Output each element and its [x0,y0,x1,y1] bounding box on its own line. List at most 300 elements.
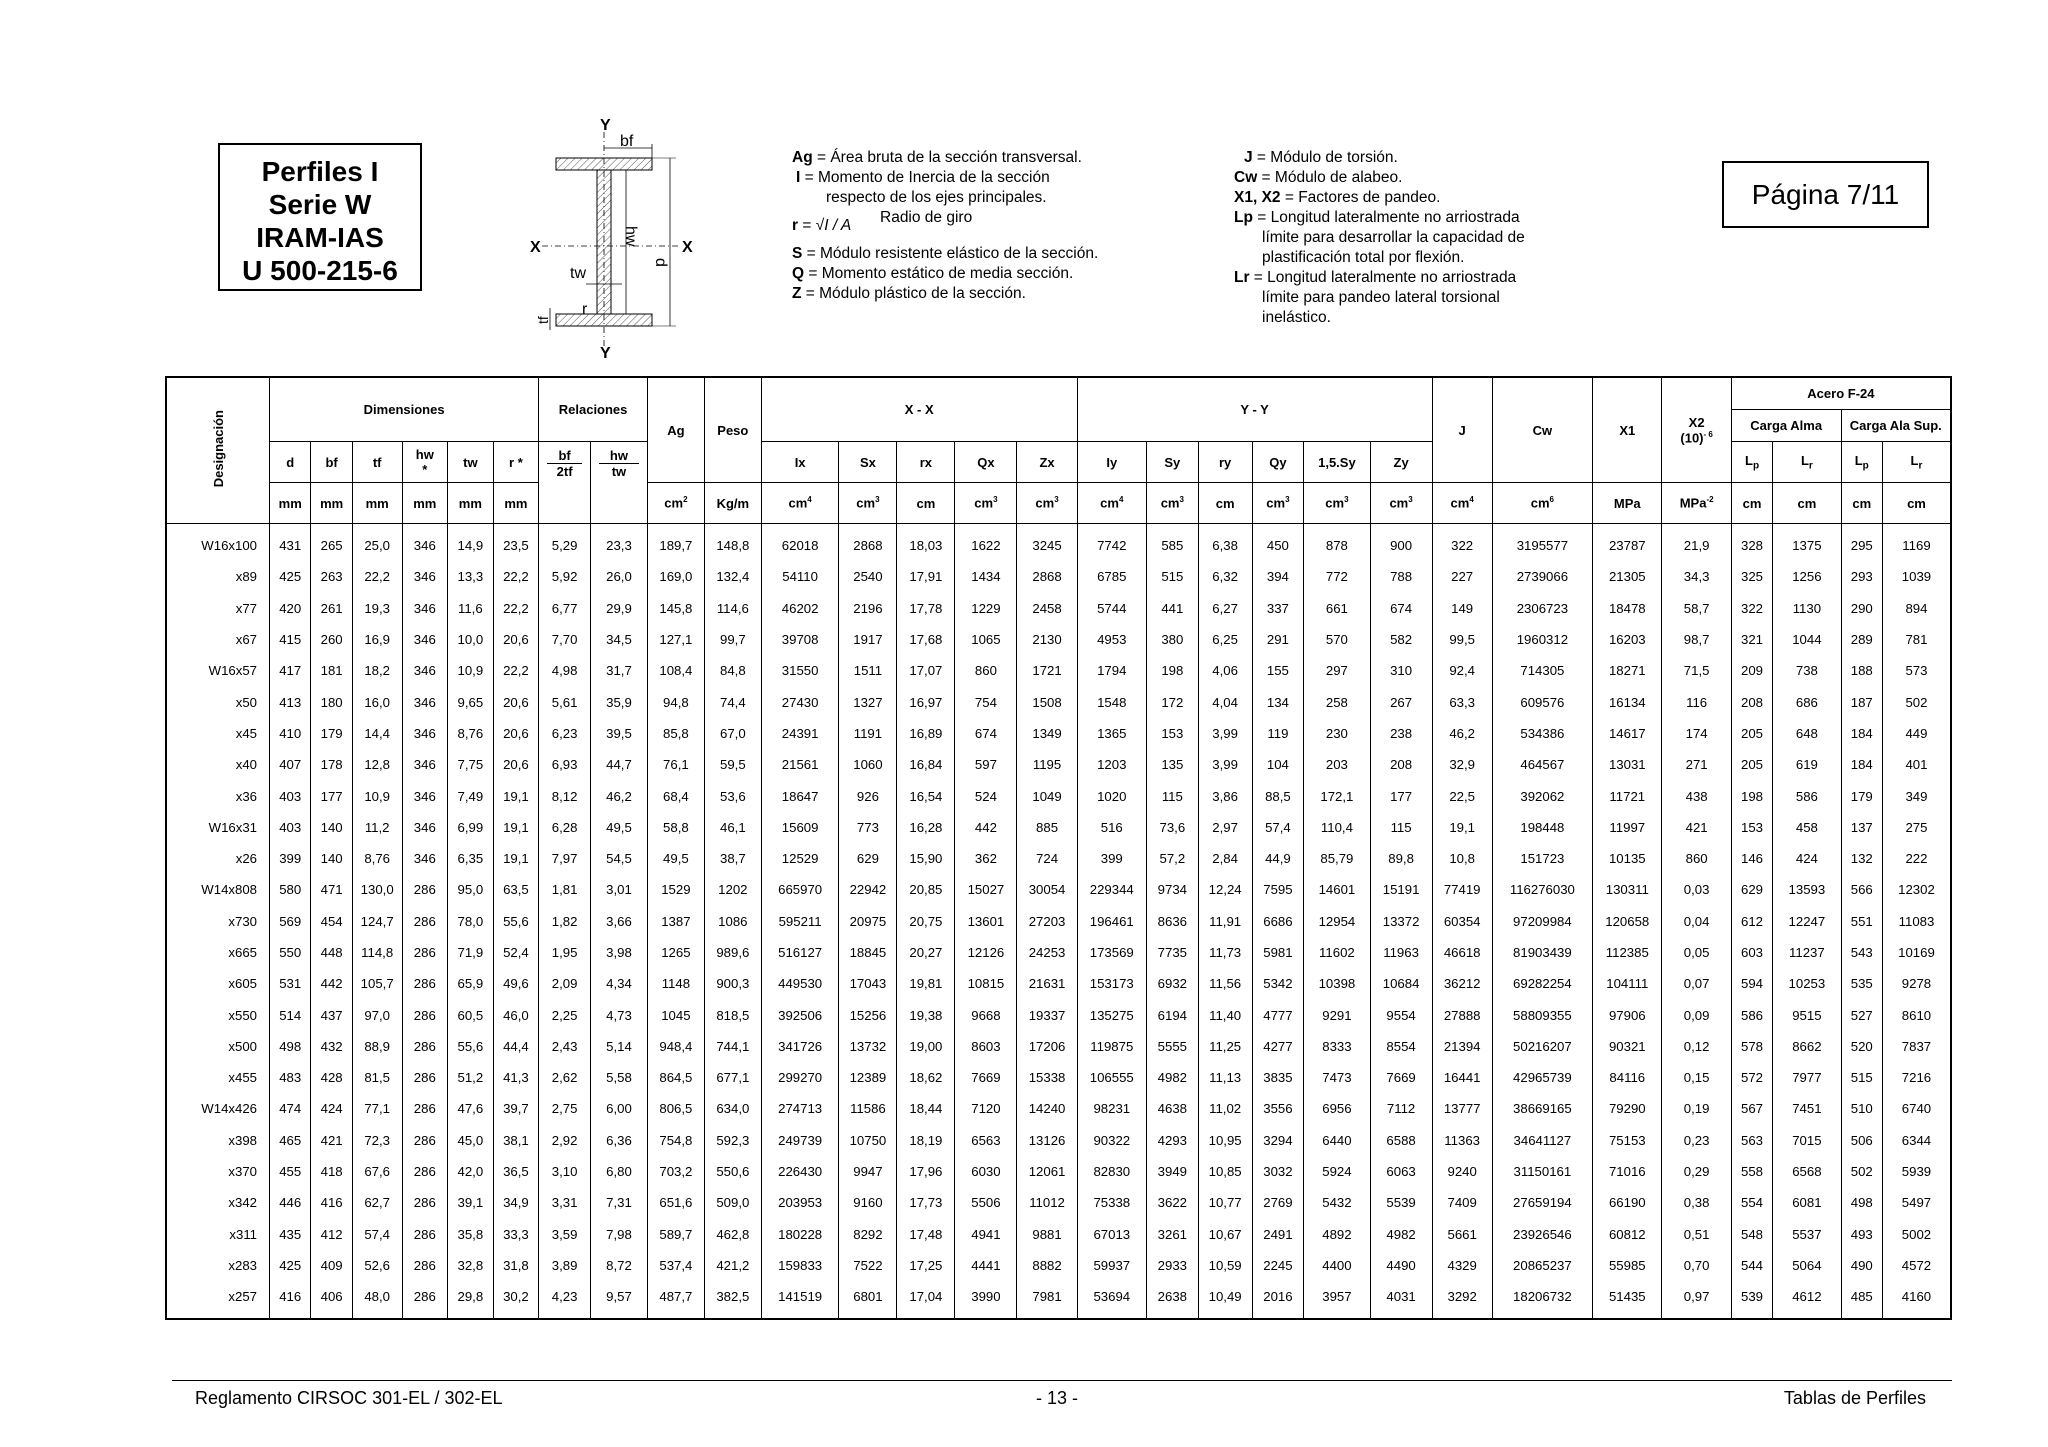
table-cell: 2306723 [1492,593,1592,624]
legend-key: Ag [792,149,813,166]
table-cell: 9668 [955,999,1017,1030]
table-cell: 17043 [839,968,897,999]
table-cell: 146 [1731,843,1772,874]
table-cell: 159833 [761,1250,839,1281]
table-cell: 2,97 [1198,812,1252,843]
table-cell: 76,1 [647,749,704,780]
unit: $cm^4$ [1432,483,1492,524]
table-cell: 18,44 [897,1093,955,1124]
table-cell: 5432 [1304,1187,1370,1218]
table-cell: 2130 [1017,624,1077,655]
unit: $cm^3$ [839,483,897,524]
table-cell: 16,89 [897,718,955,749]
table-cell: 38,7 [704,843,761,874]
table-cell: 286 [402,1187,448,1218]
table-cell: 10,9 [448,655,494,686]
table-cell: 1086 [704,906,761,937]
table-cell: 586 [1731,999,1772,1030]
table-cell: 4,34 [590,968,647,999]
table-cell: 6,25 [1198,624,1252,655]
table-cell: 71016 [1593,1156,1662,1187]
table-cell: 1,95 [539,937,591,968]
table-cell: 321 [1731,624,1772,655]
table-cell: 2,25 [539,999,591,1030]
table-cell: 5939 [1882,1156,1951,1187]
table-cell: 88,5 [1252,780,1304,811]
table-cell: 110,4 [1304,812,1370,843]
table-cell: 73,6 [1146,812,1198,843]
table-cell: 8,76 [448,718,494,749]
table-cell: 19,3 [352,593,402,624]
table-cell: 10,85 [1198,1156,1252,1187]
table-cell: 4160 [1882,1281,1951,1319]
table-cell: 394 [1252,561,1304,592]
table-cell: 6,77 [539,593,591,624]
table-cell: 5064 [1773,1250,1841,1281]
table-cell: 286 [402,1281,448,1319]
table-cell: 5555 [1146,1031,1198,1062]
table-cell: 11721 [1593,780,1662,811]
table-cell: 6,27 [1198,593,1252,624]
table-cell: 346 [402,561,448,592]
table-cell: 3,99 [1198,718,1252,749]
table-cell: 1511 [839,655,897,686]
table-cell: 714305 [1492,655,1592,686]
table-cell: 442 [955,812,1017,843]
table-cell: 11997 [1593,812,1662,843]
table-cell: 1794 [1077,655,1146,686]
designation-cell: x730 [166,906,270,937]
table-cell: 5,14 [590,1031,647,1062]
table-cell: 115 [1370,812,1432,843]
table-cell: 6,32 [1198,561,1252,592]
footer-left: Reglamento CIRSOC 301-EL / 302-EL [195,1388,503,1408]
table-cell: 441 [1146,593,1198,624]
designation-cell: x370 [166,1156,270,1187]
table-cell: 63,5 [493,874,539,905]
legend-text: Radio de giro [880,209,973,226]
table-cell: 135 [1146,749,1198,780]
table-cell: 8882 [1017,1250,1077,1281]
table-cell: 6440 [1304,1125,1370,1156]
header-designacion: Designación [166,377,270,524]
table-cell: 23926546 [1492,1219,1592,1250]
table-cell: 346 [402,749,448,780]
table-cell: 535 [1841,968,1882,999]
designation-cell: x257 [166,1281,270,1319]
designation-cell: x665 [166,937,270,968]
table-cell: 5002 [1882,1219,1951,1250]
table-cell: 8,12 [539,780,591,811]
table-cell: 5539 [1370,1187,1432,1218]
header-carga-alma: Carga Alma [1731,410,1841,442]
table-cell: 425 [270,1250,311,1281]
table-cell: 563 [1731,1125,1772,1156]
table-cell: 13593 [1773,874,1841,905]
table-cell: 10169 [1882,937,1951,968]
legend-text: límite para pandeo lateral torsional [1262,289,1500,306]
table-cell: 586 [1773,780,1841,811]
table-cell: 406 [311,1281,352,1319]
table-cell: 421 [311,1125,352,1156]
table-cell: 567 [1731,1093,1772,1124]
table-cell: 230 [1304,718,1370,749]
table-cell: 527 [1841,999,1882,1030]
table-cell: 435 [270,1219,311,1250]
table-cell: 18478 [1593,593,1662,624]
table-cell: 337 [1252,593,1304,624]
title-line: IRAM-IAS [256,222,384,253]
table-cell: 11,6 [448,593,494,624]
table-cell: 7,75 [448,749,494,780]
table-cell: 449530 [761,968,839,999]
table-cell: 4,98 [539,655,591,686]
table-cell: 5342 [1252,968,1304,999]
designation-cell: x500 [166,1031,270,1062]
table-cell: 7120 [955,1093,1017,1124]
table-cell: 286 [402,1156,448,1187]
table-cell: 297 [1304,655,1370,686]
table-cell: 5,29 [539,524,591,562]
table-cell: 10253 [1773,968,1841,999]
table-cell: 148,8 [704,524,761,562]
table-cell: 19,1 [493,812,539,843]
table-cell: 2245 [1252,1250,1304,1281]
table-cell: 8333 [1304,1031,1370,1062]
header-bf: bf [311,442,352,483]
table-cell: 120658 [1593,906,1662,937]
table-cell: 346 [402,686,448,717]
table-cell: 6,28 [539,812,591,843]
header-tw: tw [448,442,494,483]
table-cell: 738 [1773,655,1841,686]
table-cell: 20,6 [493,749,539,780]
unit: $cm^3$ [1304,483,1370,524]
table-cell: 7,49 [448,780,494,811]
table-cell: 754 [955,686,1017,717]
table-cell: 860 [1662,843,1731,874]
header-1-5sy: 1,5.Sy [1304,442,1370,483]
table-cell: 2,84 [1198,843,1252,874]
table-cell: 2638 [1146,1281,1198,1319]
table-cell: 6801 [839,1281,897,1319]
table-cell: 20,6 [493,624,539,655]
figure-label-bf: bf [620,133,634,150]
table-cell: 4,04 [1198,686,1252,717]
table-cell: 52,6 [352,1250,402,1281]
table-cell: 524 [955,780,1017,811]
table-cell: 629 [1731,874,1772,905]
table-cell: 54,5 [590,843,647,874]
table-cell: 16441 [1432,1062,1492,1093]
table-cell: 29,8 [448,1281,494,1319]
table-cell: 71,9 [448,937,494,968]
table-cell: 885 [1017,812,1077,843]
table-cell: 95,0 [448,874,494,905]
table-cell: 9240 [1432,1156,1492,1187]
table-cell: 19,81 [897,968,955,999]
table-cell: 437 [311,999,352,1030]
table-cell: 249739 [761,1125,839,1156]
table-cell: 432 [311,1031,352,1062]
header-j: J [1432,377,1492,483]
table-cell: 572 [1731,1062,1772,1093]
table-cell: 11,02 [1198,1093,1252,1124]
table-cell: 442 [311,968,352,999]
table-cell: 198 [1731,780,1772,811]
header-lr-alma: $L_r$ [1773,442,1841,483]
table-cell: 781 [1882,624,1951,655]
table-cell: 7451 [1773,1093,1841,1124]
table-cell: 1,81 [539,874,591,905]
header-relaciones: Relaciones [539,377,648,442]
table-cell: 88,9 [352,1031,402,1062]
table-cell: 346 [402,780,448,811]
legend-left [792,148,1098,304]
table-cell: 1375 [1773,524,1841,562]
table-cell: 46,2 [590,780,647,811]
table-cell: 3294 [1252,1125,1304,1156]
table-cell: 18,03 [897,524,955,562]
legend-key: I [796,169,801,186]
table-cell: 2,09 [539,968,591,999]
legend-text: = Factores de pandeo. [1280,189,1441,206]
table-row [166,999,1951,1030]
table-cell: 1202 [704,874,761,905]
table-cell: 22,2 [352,561,402,592]
table-cell: 1256 [1773,561,1841,592]
table-cell: 416 [270,1281,311,1319]
legend-text: inelástico. [1262,309,1331,326]
table-cell: 5661 [1432,1219,1492,1250]
legend-right [1234,148,1525,328]
table-cell: 4612 [1773,1281,1841,1319]
table-cell: 286 [402,1125,448,1156]
table-cell: 67,6 [352,1156,402,1187]
table-cell: 471 [311,874,352,905]
table-cell: 346 [402,718,448,749]
table-row [166,874,1951,905]
table-cell: 18271 [1593,655,1662,686]
table-cell: 0,07 [1662,968,1731,999]
table-cell: 2,62 [539,1062,591,1093]
table-cell: 450 [1252,524,1304,562]
table-cell: 578 [1731,1031,1772,1062]
table-cell: 177 [311,780,352,811]
table-cell: 6686 [1252,906,1304,937]
table-cell: 506 [1841,1125,1882,1156]
table-cell: 0,97 [1662,1281,1731,1319]
table-cell: 11963 [1370,937,1432,968]
table-cell: 10,59 [1198,1250,1252,1281]
table-cell: 900 [1370,524,1432,562]
header-x1: X1 [1593,377,1662,483]
table-cell: 989,6 [704,937,761,968]
table-cell: 21631 [1017,968,1077,999]
table-cell: 18845 [839,937,897,968]
table-cell: 7522 [839,1250,897,1281]
table-cell: 13777 [1432,1093,1492,1124]
unit: mm [270,483,311,524]
table-cell: 894 [1882,593,1951,624]
table-cell: 14601 [1304,874,1370,905]
table-cell: 544 [1731,1250,1772,1281]
header-dimensiones: Dimensiones [270,377,539,442]
table-cell: 295 [1841,524,1882,562]
table-cell: 77,1 [352,1093,402,1124]
table-cell: 744,1 [704,1031,761,1062]
table-cell: 566 [1841,874,1882,905]
table-cell: 548 [1731,1219,1772,1250]
table-cell: 299270 [761,1062,839,1093]
table-cell: 878 [1304,524,1370,562]
table-cell: 275 [1882,812,1951,843]
table-cell: 18206732 [1492,1281,1592,1319]
table-cell: 54110 [761,561,839,592]
figure-label-x-right: X [682,239,693,256]
header-xx: X - X [761,377,1077,442]
table-cell: 438 [1662,780,1731,811]
legend-text: = Módulo de torsión. [1252,149,1398,166]
table-cell: 90321 [1593,1031,1662,1062]
table-cell: 58,7 [1662,593,1731,624]
unit: mm [402,483,448,524]
table-cell: 11012 [1017,1187,1077,1218]
table-cell: 286 [402,968,448,999]
designation-cell: x455 [166,1062,270,1093]
table-cell: 1349 [1017,718,1077,749]
table-cell: 26,0 [590,561,647,592]
table-cell: 8554 [1370,1031,1432,1062]
table-cell: 3957 [1304,1281,1370,1319]
table-cell: 22,2 [493,593,539,624]
table-cell: 346 [402,655,448,686]
table-cell: 89,8 [1370,843,1432,874]
legend-text: = Módulo de alabeo. [1257,169,1403,186]
table-cell: 6588 [1370,1125,1432,1156]
unit: $cm^3$ [1017,483,1077,524]
table-cell: 10815 [955,968,1017,999]
table-cell: 772 [1304,561,1370,592]
table-cell: 543 [1841,937,1882,968]
table-cell: 62,7 [352,1187,402,1218]
table-row [166,624,1951,655]
header-zy: Zy [1370,442,1432,483]
table-cell: 409 [311,1250,352,1281]
table-cell: 9881 [1017,1219,1077,1250]
table-cell: 35,8 [448,1219,494,1250]
table-cell: 22942 [839,874,897,905]
table-cell: 619 [1773,749,1841,780]
table-cell: 17,07 [897,655,955,686]
unit: cm [1882,483,1951,524]
table-cell: 84116 [1593,1062,1662,1093]
table-row [166,1062,1951,1093]
table-cell: 7,70 [539,624,591,655]
title-line: U 500-215-6 [242,255,398,286]
table-cell: 22,2 [493,561,539,592]
table-cell: 346 [402,812,448,843]
legend-text: = Longitud lateralmente no arriostrada [1252,209,1520,226]
table-cell: 1917 [839,624,897,655]
table-cell: 346 [402,843,448,874]
table-cell: 12247 [1773,906,1841,937]
legend-text: = Momento estático de media sección. [804,265,1074,282]
table-cell: 490 [1841,1250,1882,1281]
table-cell: 449 [1882,718,1951,749]
table-cell: 184 [1841,749,1882,780]
header-lp-alma: $L_p$ [1731,442,1772,483]
table-cell: 18647 [761,780,839,811]
table-cell: 261 [311,593,352,624]
table-cell: 7595 [1252,874,1304,905]
table-cell: 515 [1146,561,1198,592]
designation-cell: x50 [166,686,270,717]
table-cell: 465 [270,1125,311,1156]
table-cell: 1191 [839,718,897,749]
table-cell: 177 [1370,780,1432,811]
table-cell: 69282254 [1492,968,1592,999]
table-cell: 99,7 [704,624,761,655]
designation-cell: x89 [166,561,270,592]
table-cell: 609576 [1492,686,1592,717]
table-row [166,1187,1951,1218]
table-cell: 286 [402,874,448,905]
designation-cell: x342 [166,1187,270,1218]
table-cell: 286 [402,1219,448,1250]
figure-label-x-left: X [530,239,541,256]
table-cell: 674 [955,718,1017,749]
table-cell: 46618 [1432,937,1492,968]
table-cell: 420 [270,593,311,624]
table-cell: 0,38 [1662,1187,1731,1218]
table-cell: 20,85 [897,874,955,905]
unit: cm [1731,483,1772,524]
table-cell: 2016 [1252,1281,1304,1319]
header-tf: tf [352,442,402,483]
table-cell: 75153 [1593,1125,1662,1156]
table-cell: 7216 [1882,1062,1951,1093]
table-cell: 7,31 [590,1187,647,1218]
table-cell: 153 [1146,718,1198,749]
table-cell: 8603 [955,1031,1017,1062]
table-cell: 286 [402,937,448,968]
table-cell: 115 [1146,780,1198,811]
table-row [166,561,1951,592]
table-cell: 263 [311,561,352,592]
table-cell: 22,5 [1432,780,1492,811]
table-cell: 59937 [1077,1250,1146,1281]
table-cell: 17,96 [897,1156,955,1187]
table-cell: 0,23 [1662,1125,1731,1156]
designation-cell: x398 [166,1125,270,1156]
table-cell: 16,9 [352,624,402,655]
table-cell: 5744 [1077,593,1146,624]
unit: $cm^3$ [1370,483,1432,524]
table-cell: 900,3 [704,968,761,999]
table-cell: 8610 [1882,999,1951,1030]
table-cell: 72,3 [352,1125,402,1156]
table-cell: 132 [1841,843,1882,874]
table-cell: 328 [1731,524,1772,562]
table-cell: 8636 [1146,906,1198,937]
table-cell: 4892 [1304,1219,1370,1250]
legend-text: límite para desarrollar la capacidad de [1262,229,1525,246]
table-cell: 5,61 [539,686,591,717]
table-cell: 94,8 [647,686,704,717]
table-cell: 1622 [955,524,1017,562]
table-cell: 6,93 [539,749,591,780]
